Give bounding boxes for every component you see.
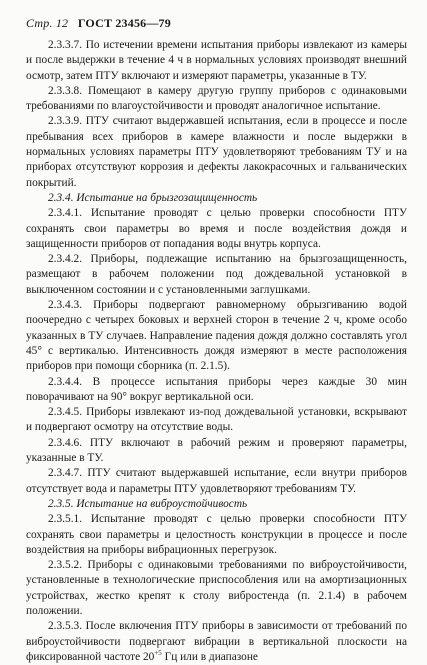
paragraph-2-3-4-3: 2.3.4.3. Приборы подвергают равномерному обрызгиванию водой поочередно с четырех боковых и верхней сторон в течение 2 ч, кроме особо указанных в ТУ случаев. Направление падения дождя должно составлять угол 45° с вертикалью. Интенсивность дождя измеряют в месте расположения приборов при помощи сборника (п. 2.1.5).: [26, 299, 407, 373]
section-heading-2-3-5: 2.3.5. Испытание на виброустойчивость: [48, 497, 248, 510]
paragraph-2-3-4-2: 2.3.4.2. Приборы, подлежащие испытанию на брызгозащищенность, размещают в рабочем положении под дождевальной установкой в выключенном состоянии и с установленными заглушками.: [26, 253, 407, 296]
paragraph-2-3-4-7: 2.3.4.7. ПТУ считают выдержавшей испытание, если внутри приборов отсутствует вода и параметры ПТУ удовлетворяют требованиям ТУ.: [26, 467, 407, 495]
document-body: [26, 38, 407, 665]
paragraph-2-3-5-3: [26, 619, 407, 665]
page-number: Стр. 12: [26, 16, 69, 30]
paragraph-2-3-5-3-text: 2.3.5.3. После включения ПТУ приборы в зависимости от требований по виброустойчивости подвергают вибрации в вертикальной плоскости на фиксированной частоте 20: [26, 620, 407, 663]
paragraph-2-3-4-5: 2.3.4.5. Приборы извлекают из-под дождевальной установки, вскрывают и подвергают осмотру на отсутствие воды.: [26, 406, 407, 434]
paragraph-2-3-3-9: 2.3.3.9. ПТУ считают выдержавшей испытания, если в процессе и после пребывания всех приборов в камере влажности и после выдержки в нормальных условиях параметры ПТУ удовлетворяют требованиям ТУ и на приборах отсутствуют коррозия и дефекты лакокрасочных и гальванических покрытий.: [26, 115, 407, 189]
frequency-tolerance: +5: [154, 649, 162, 658]
paragraph-2-3-5-3-tail: Гц или в диапазоне: [161, 650, 258, 663]
paragraph-2-3-3-7: 2.3.3.7. По истечении времени испытания приборы извлекают из камеры и после выдержки в течение 4 ч в нормальных условиях производят внешний осмотр, затем ПТУ включают и измеряют параметры, указанные в ТУ.: [26, 39, 407, 82]
paragraph-2-3-4-4: 2.3.4.4. В процессе испытания приборы через каждые 30 мин поворачивают на 90° вокруг вертикальной оси.: [26, 375, 407, 403]
section-heading-2-3-4: 2.3.4. Испытание на брызгозащищенность: [48, 191, 258, 204]
page-header: [26, 16, 171, 31]
paragraph-2-3-3-8: 2.3.3.8. Помещают в камеру другую группу приборов с одинаковыми требованиями по влагоустойчивости и проводят аналогичное испытание.: [26, 84, 407, 113]
paragraph-2-3-5-2: 2.3.5.2. Приборы с одинаковыми требованиями по виброустойчивости, установленные в технологические приспособления или на амортизационных устройствах, жестко крепят к столу вибростенда (п. 2.1.4) в рабочем положении.: [26, 559, 407, 617]
paragraph-2-3-4-6: 2.3.4.6. ПТУ включают в рабочий режим и проверяют параметры, указанные в ТУ.: [26, 436, 407, 465]
document-code: ГОСТ 23456—79: [77, 16, 171, 30]
paragraph-2-3-5-1: 2.3.5.1. Испытание проводят с целью проверки способности ПТУ сохранять свои параметры и целостность конструкции в процессе и после воздействия на приборы вибрационных перегрузок.: [26, 513, 407, 556]
paragraph-2-3-4-1: 2.3.4.1. Испытание проводят с целью проверки способности ПТУ сохранять свои параметры во время и после воздействия дождя и защищенности приборов от попадания воды внутрь корпуса.: [26, 207, 407, 250]
